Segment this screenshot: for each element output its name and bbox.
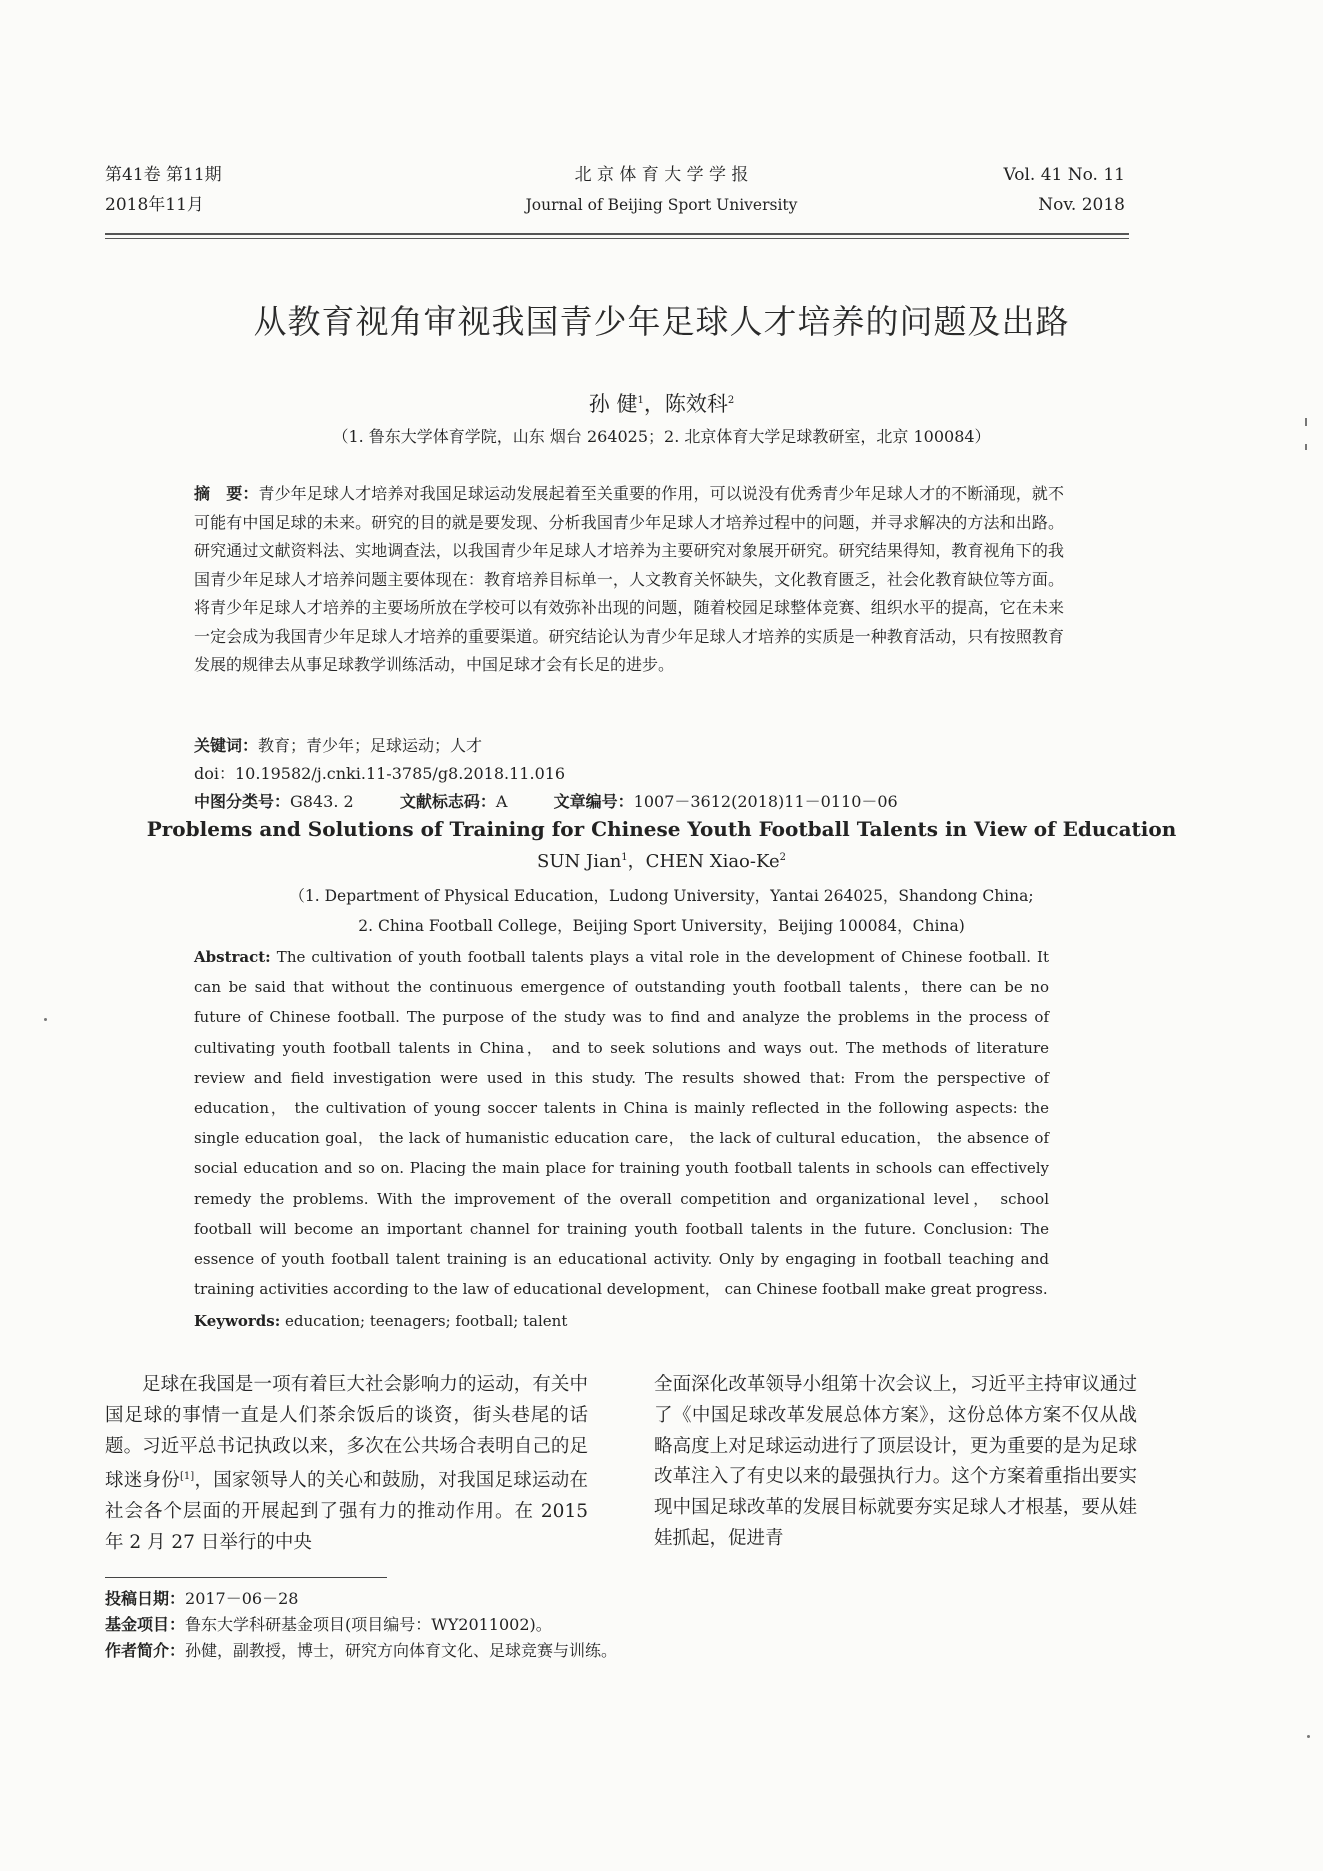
fund-text: 鲁东大学科研基金项目(项目编号：WY2011002)。 <box>185 1615 552 1634</box>
keywords-cn <box>194 732 482 761</box>
abstract-cn <box>194 480 1064 680</box>
footnote-author <box>105 1638 617 1664</box>
citation-ref-1: [1] <box>180 1471 195 1483</box>
doi: doi：10.19582/j.cnki.11-3785/g8.2018.11.016 <box>194 764 566 783</box>
body-col1-text-b: ，国家领导人的关心和鼓励，对我国足球运动在社会各个层面的开展起到了强有力的推动作用。在 2015 年 2 月 27 日举行的中央 <box>105 1470 588 1554</box>
article-no-value: 1007－3612(2018)11－0110－06 <box>633 792 898 811</box>
date-en: Nov. 2018 <box>1038 195 1125 215</box>
paper-title-en: Problems and Solutions of Training for Chinese Youth Football Talents in View of Education <box>146 817 1177 841</box>
author-2-cn: 陈效科 <box>664 392 728 416</box>
keywords-en <box>194 1307 567 1336</box>
article-no-label: 文章编号： <box>553 792 634 811</box>
body-column-2: 全面深化改革领导小组第十次会议上，习近平主持审议通过了《中国足球改革发展总体方案》，这份总体方案不仅从战略高度上对足球运动进行了顶层设计，更为重要的是为足球改革注入了有史以来的最强执行力。这个方案着重指出要实现中国足球改革的发展目标就要夯实足球人才根基，要从娃娃抓起，促进青 <box>654 1374 1137 1549</box>
abstract-cn-text: 青少年足球人才培养对我国足球运动发展起着至关重要的作用，可以说没有优秀青少年足球人才的不断涌现，就不可能有中国足球的未来。研究的目的就是要发现、分析我国青少年足球人才培养过程中的问题，并寻求解决的方法和出路。研究通过文献资料法、实地调查法，以我国青少年足球人才培养为主要研究对象展开研究。研究结果得知，教育视角下的我国青少年足球人才培养问题主要体现在：教育培养目标单一，人文教育关怀缺失，文化教育匮乏，社会化教育缺位等方面。将青少年足球人才培养的主要场所放在学校可以有效弥补出现的问题，随着校园足球整体竞赛、组织水平的提高，它在未来一定会成为我国青少年足球人才培养的重要渠道。研究结论认为青少年足球人才培养的实质是一种教育活动，只有按照教育发展的规律去从事足球教学训练活动，中国足球才会有长足的进步。 <box>194 484 1064 674</box>
authors-cn <box>0 388 1323 418</box>
abstract-cn-label: 摘 要： <box>194 484 259 503</box>
doc-code-value: A <box>495 792 508 811</box>
received-label: 投稿日期： <box>105 1589 186 1608</box>
affiliation-en-1: （1. Department of Physical Education，Ludong University，Yantai 264025，Shandong China; <box>289 887 1034 905</box>
clc-value: G843. 2 <box>290 792 354 811</box>
doc-code-label: 文献标志码： <box>399 792 496 811</box>
keywords-cn-label: 关键词： <box>194 736 259 755</box>
date-cn: 2018年11月 <box>105 195 204 215</box>
footnote-fund <box>105 1612 552 1638</box>
abstract-en <box>194 942 1049 1304</box>
clc-label: 中图分类号： <box>194 792 291 811</box>
author-bio-label: 作者简介： <box>105 1641 186 1660</box>
authors-en <box>0 847 1323 873</box>
footnote-rule <box>105 1577 387 1578</box>
keywords-cn-text: 教育；青少年；足球运动；人才 <box>258 736 483 755</box>
journal-name-en: Journal of Beijing Sport University <box>525 196 798 214</box>
author-1-sup: 1 <box>637 395 644 406</box>
classification-line <box>194 788 898 817</box>
volume-issue-en: Vol. 41 No. 11 <box>1003 165 1125 185</box>
scan-speck <box>1305 444 1307 450</box>
author-bio-text: 孙健，副教授，博士，研究方向体育文化、足球竞赛与训练。 <box>185 1641 618 1660</box>
body-column-1 <box>105 1370 588 1559</box>
author-1-en-sup: 1 <box>621 852 628 863</box>
keywords-en-text: education; teenagers; football; talent <box>280 1312 568 1330</box>
author-2-en-sup: 2 <box>779 852 786 863</box>
received-date: 2017－06－28 <box>185 1589 299 1608</box>
affiliation-en-2: 2. China Football College，Beijing Sport University，Beijing 100084，China) <box>358 917 965 935</box>
scan-speck <box>1307 1735 1310 1738</box>
header-rule-bottom <box>105 238 1129 239</box>
author-2-sup: 2 <box>727 395 735 406</box>
paper-title-cn: 从教育视角审视我国青少年足球人才培养的问题及出路 <box>253 302 1070 341</box>
abstract-en-text: The cultivation of youth football talents plays a vital role in the development of Chinese football. It can be said that without the continuous emergence of outstanding youth football talents，there can be no future of Chinese football. The purpose of the study was to find and analyze the problems in the process of cultivating youth football talents in China， and to seek solutions and ways out. The methods of literature review and field investigation were used in this study. The results showed that: From the perspective of education， the cultivation of young soccer talents in China is mainly reflected in the following aspects: the single education goal， the lack of humanistic education care， the lack of cultural education， the absence of social education and so on. Placing the main place for training youth football talents in schools can effectively remedy the problems. With the improvement of the overall competition and organizational level， school football will become an important channel for training youth football talents in the future. Conclusion: The essence of youth football talent training is an educational activity. Only by engaging in football teaching and training activities according to the law of educational development， can Chinese football make great progress. <box>194 948 1049 1299</box>
keywords-en-label: Keywords: <box>194 1312 281 1330</box>
body-col1-text-a: 足球在我国是一项有着巨大社会影响力的运动，有关中国足球的事情一直是人们茶余饭后的谈资，街头巷尾的话题。习近平总书记执政以来，多次在公共场合表明自己的足球迷身份 <box>105 1374 588 1492</box>
footnote-received <box>105 1586 298 1612</box>
affiliations-cn: （1. 鲁东大学体育学院，山东 烟台 264025；2. 北京体育大学足球教研室，北京 100084） <box>332 427 991 446</box>
abstract-en-label: Abstract: <box>194 948 271 966</box>
fund-label: 基金项目： <box>105 1615 186 1634</box>
author-2-en: CHEN Xiao-Ke <box>645 851 780 872</box>
volume-issue-cn: 第41卷 第11期 <box>105 165 222 185</box>
header-rule-top <box>105 233 1129 235</box>
author-1-cn: 孙 健 <box>588 392 638 416</box>
author-separator: ， <box>643 392 665 416</box>
author-en-separator: ， <box>627 851 646 872</box>
scan-speck <box>1305 418 1307 426</box>
author-1-en: SUN Jian <box>537 851 622 872</box>
scan-speck <box>44 1018 47 1021</box>
journal-name-cn: 北 京 体 育 大 学 学 报 <box>574 165 749 185</box>
